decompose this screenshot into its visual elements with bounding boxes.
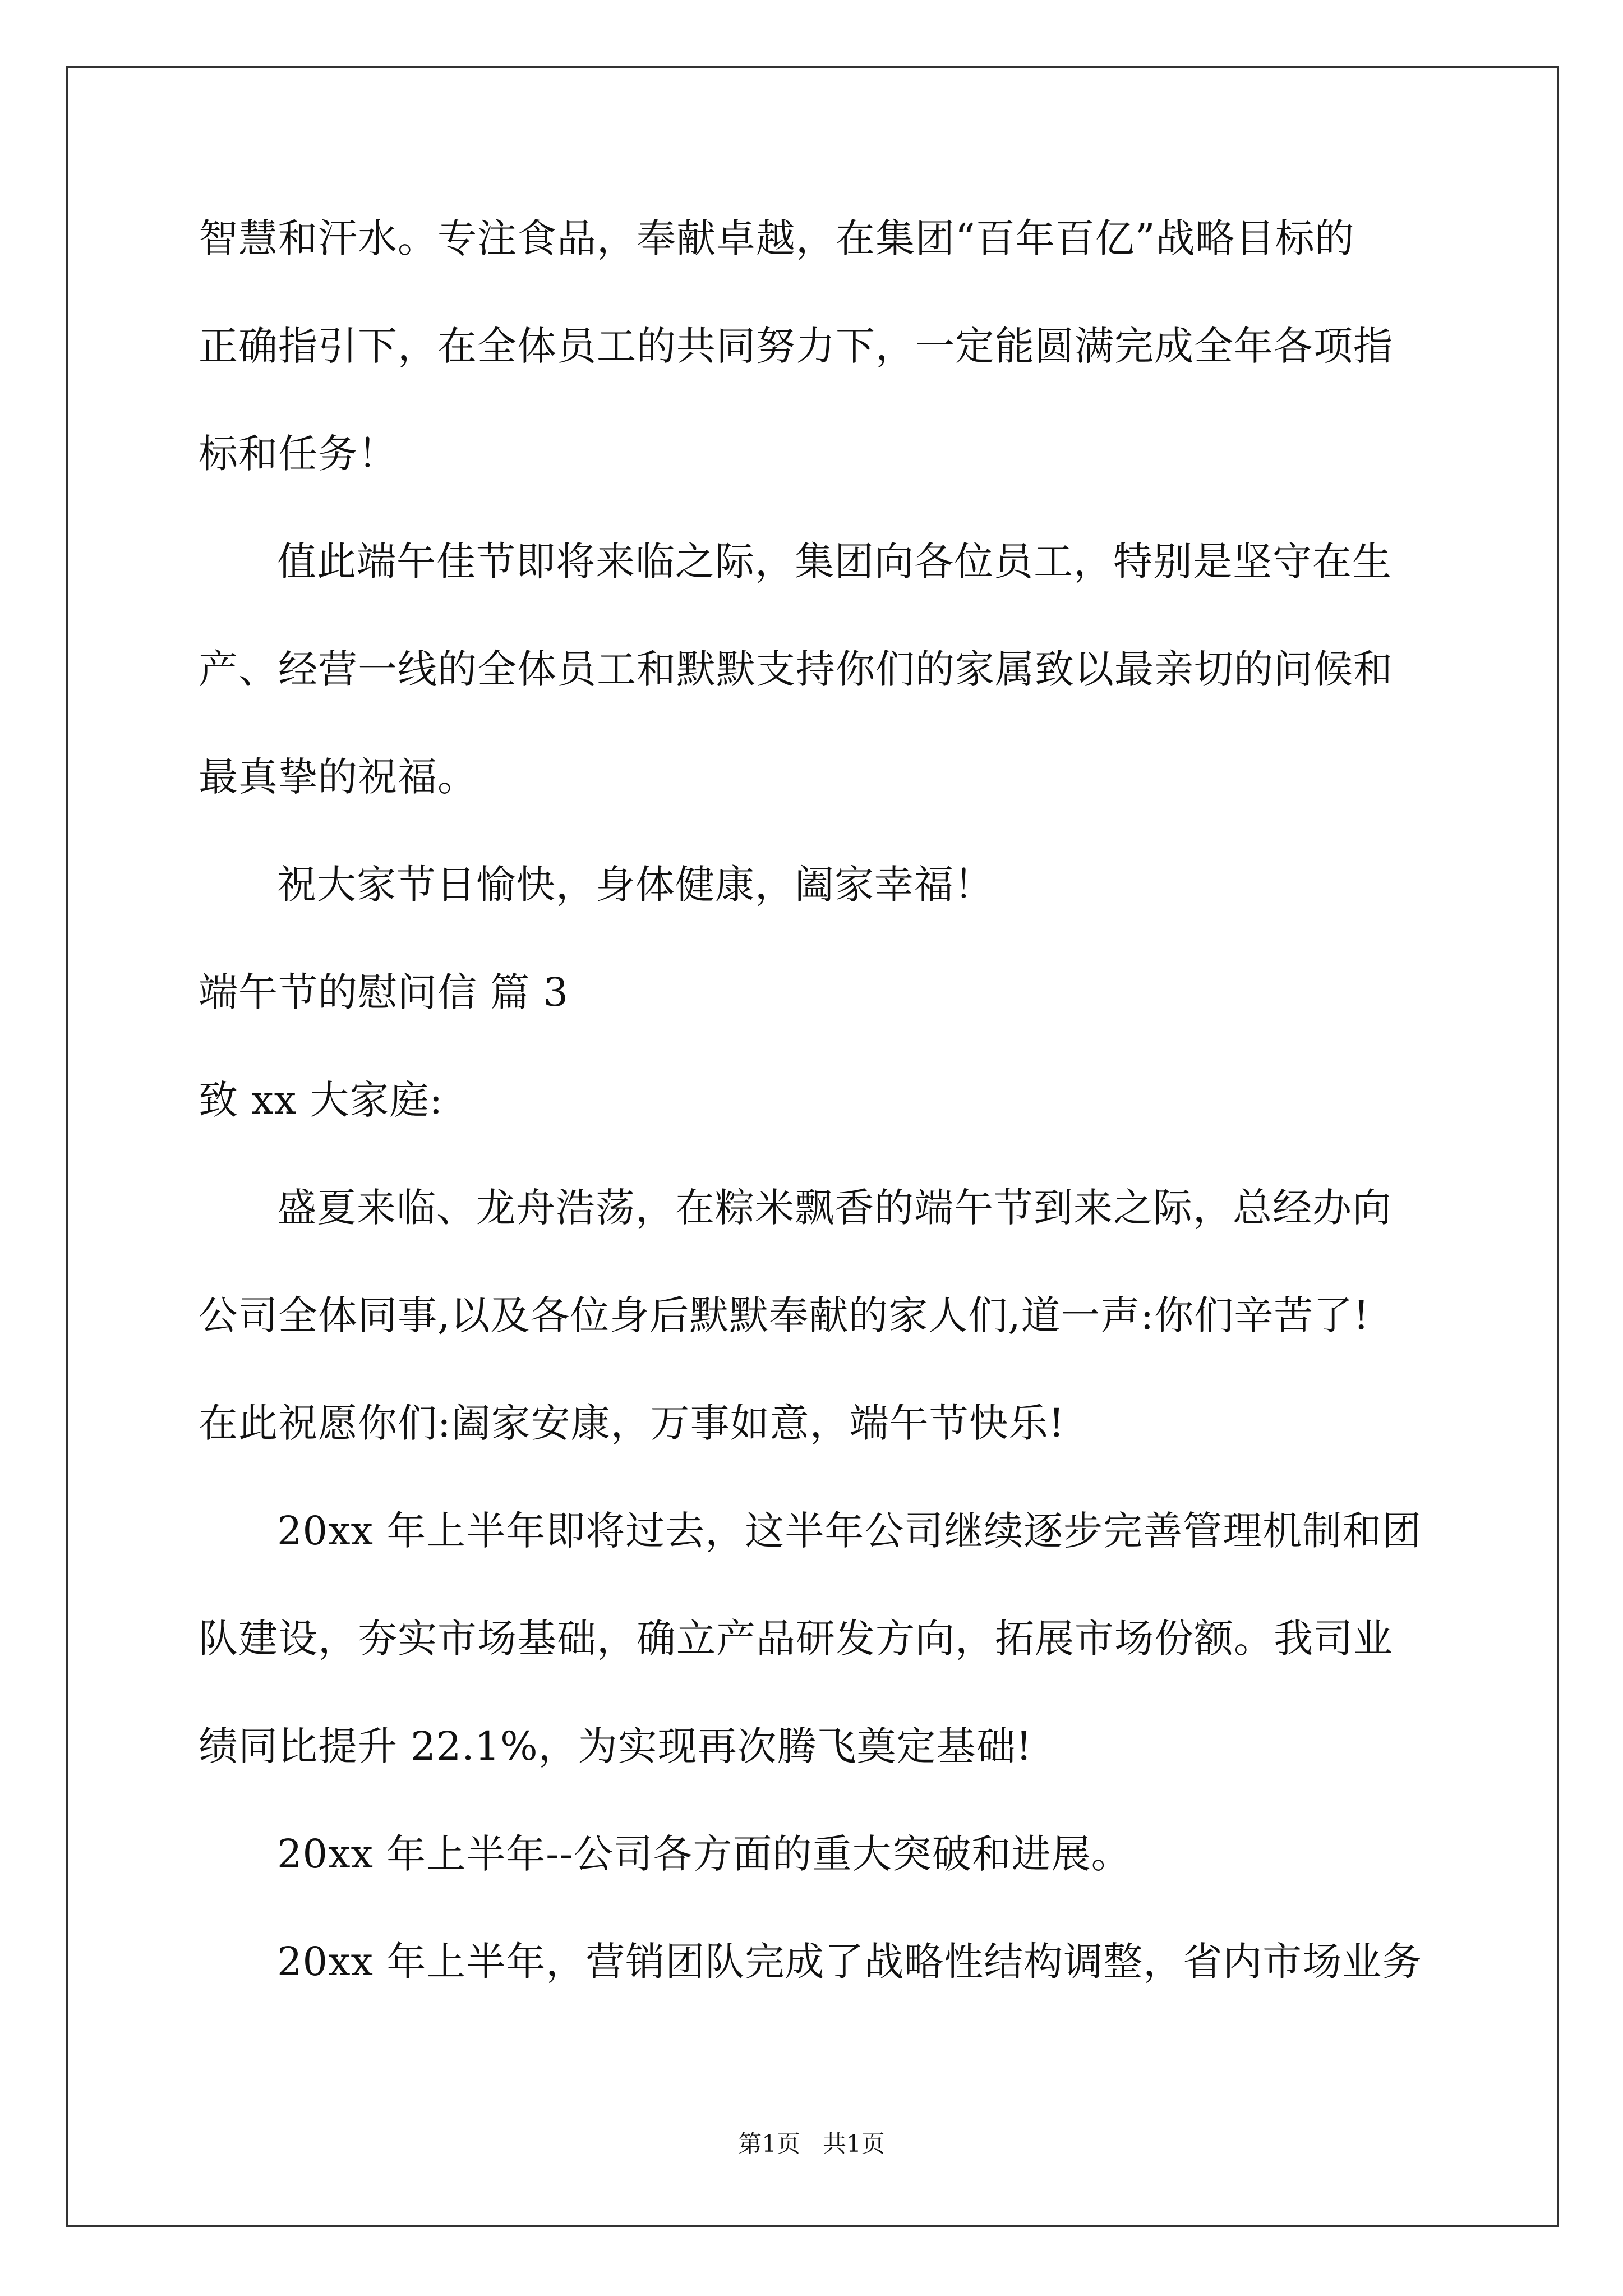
paragraph-line: 最真挚的祝福。 <box>199 754 477 800</box>
salutation: 致 xx 大家庭: <box>199 1077 444 1123</box>
paragraph-line: 产、经营一线的全体员工和默默支持你们的家属致以最亲切的问候和 <box>199 646 1393 692</box>
section-heading: 端午节的慰问信 篇 3 <box>199 969 569 1015</box>
paragraph-line: 20xx 年上半年即将过去，这半年公司继续逐步完善管理机制和团 <box>277 1508 1422 1554</box>
paragraph-line: 值此端午佳节即将来临之际，集团向各位员工，特别是坚守在生 <box>277 539 1392 585</box>
paragraph-line: 20xx 年上半年--公司各方面的重大突破和进展。 <box>277 1831 1131 1877</box>
paragraph-line: 公司全体同事,以及各位身后默默奉献的家人们,道一声:你们辛苦了! <box>199 1292 1370 1338</box>
page-footer: 第1页 共1页 <box>738 2130 885 2157</box>
paragraph-line: 标和任务！ <box>199 431 398 477</box>
paragraph-line: 盛夏来临、龙舟浩荡，在粽米飘香的端午节到来之际，总经办向 <box>277 1185 1392 1231</box>
paragraph-line: 智慧和汗水。专注食品，奉献卓越，在集团“百年百亿”战略目标的 <box>199 215 1355 261</box>
paragraph-line: 在此祝愿你们:阖家安康，万事如意，端午节快乐! <box>199 1400 1065 1446</box>
paragraph-line: 正确指引下，在全体员工的共同努力下，一定能圆满完成全年各项指 <box>199 323 1393 369</box>
paragraph-line: 祝大家节日愉快，身体健康，阖家幸福！ <box>277 862 994 908</box>
paragraph-line: 绩同比提升 22.1%，为实现再次腾飞奠定基础! <box>199 1723 1032 1769</box>
paragraph-line: 队建设，夯实市场基础，确立产品研发方向，拓展市场份额。我司业 <box>199 1616 1393 1662</box>
paragraph-line: 20xx 年上半年，营销团队完成了战略性结构调整，省内市场业务 <box>277 1939 1422 1985</box>
page-border <box>66 66 1559 2227</box>
